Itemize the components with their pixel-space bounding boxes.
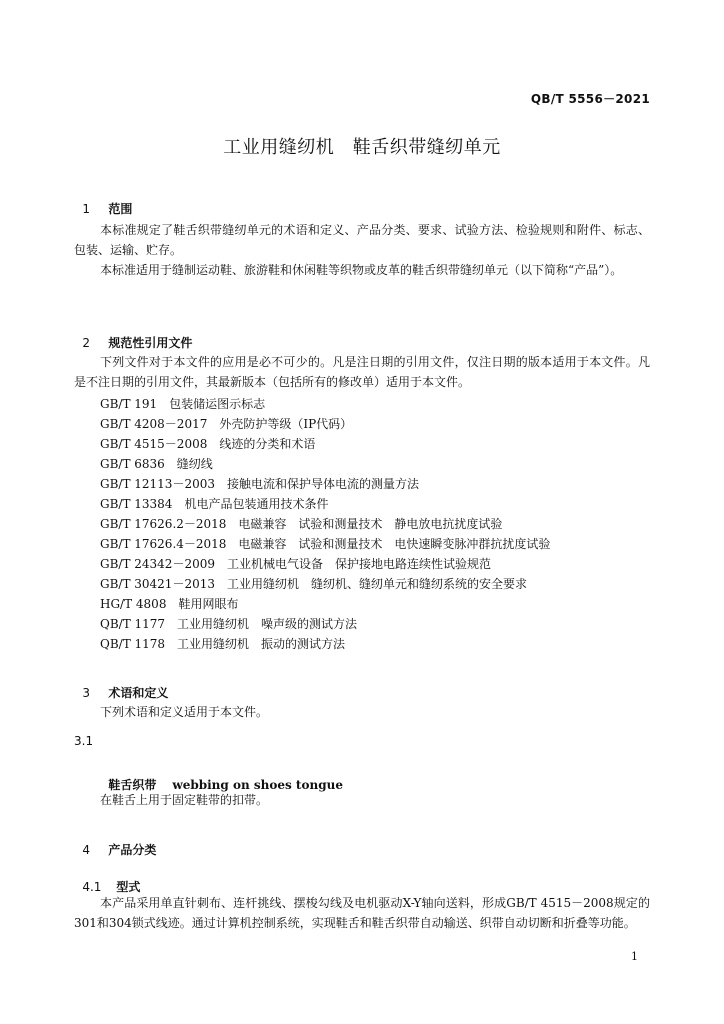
section-number: 2 — [82, 336, 90, 350]
section-3-paragraph-1: 下列术语和定义适用于本文件。 — [100, 705, 269, 719]
reference-item: QB/T 1177 工业用缝纫机 噪声级的测试方法 — [100, 617, 358, 631]
subsection-number: 4.1 — [82, 880, 102, 894]
subsection-title: 型式 — [116, 880, 141, 894]
reference-item: GB/T 17626.4－2018 电磁兼容 试验和测量技术 电快速瞬变脉冲群抗扰度试验 — [100, 537, 551, 551]
term-chinese: 鞋舌织带 — [108, 778, 157, 792]
section-1-paragraph-2: 本标准适用于缝制运动鞋、旅游鞋和休闲鞋等织物或皮革的鞋舌织带缝纫单元（以下简称“产品”）。 — [100, 263, 623, 277]
reference-item: GB/T 4515－2008 线迹的分类和术语 — [100, 437, 316, 451]
section-1-heading — [74, 186, 132, 217]
section-3-heading — [74, 670, 168, 701]
section-title: 规范性引用文件 — [108, 336, 193, 350]
section-2-paragraph-1: 下列文件对于本文件的应用是必不可少的。凡是注日期的引用文件，仅注日期的版本适用于本文件。凡是不注日期的引用文件，其最新版本（包括所有的修改单）适用于本文件。 — [74, 355, 650, 389]
section-title: 范围 — [108, 202, 133, 216]
document-title: 工业用缝纫机 鞋舌织带缝纫单元 — [223, 137, 501, 158]
section-4-1-paragraph: 本产品采用单直针刺布、连杆挑线、摆梭勾线及电机驱动X-Y轴向送料，形成GB/T 4515－2008规定的301和304锁式线迹。通过计算机控制系统，实现鞋舌和鞋舌织带自动输送、织带自动切断和折叠等功能。 — [74, 896, 650, 930]
standard-code: QB/T 5556－2021 — [530, 92, 650, 106]
reference-item: GB/T 17626.2－2018 电磁兼容 试验和测量技术 静电放电抗扰度试验 — [100, 517, 503, 531]
section-2-heading — [74, 320, 192, 351]
reference-item: HG/T 4808 鞋用网眼布 — [100, 597, 239, 611]
section-4-heading — [74, 827, 156, 858]
term-english: webbing on shoes tongue — [172, 778, 343, 792]
reference-item: GB/T 30421－2013 工业用缝纫机 缝纫机、缝纫单元和缝纫系统的安全要求 — [100, 577, 527, 591]
reference-item: GB/T 4208－2017 外壳防护等级（IP代码） — [100, 417, 353, 431]
section-title: 术语和定义 — [108, 686, 169, 700]
subsection-3-1-number: 3.1 — [74, 734, 94, 748]
reference-item: GB/T 24342－2009 工业机械电气设备 保护接地电路连续性试验规范 — [100, 557, 491, 571]
reference-item: GB/T 191 包装储运图示标志 — [100, 397, 266, 411]
section-1-paragraph-1: 本标准规定了鞋舌织带缝纫单元的术语和定义、产品分类、要求、试验方法、检验规则和附件、标志、包装、运输、贮存。 — [74, 223, 650, 257]
term-definition: 在鞋舌上用于固定鞋带的扣带。 — [100, 793, 269, 807]
section-number: 1 — [82, 202, 90, 216]
reference-item: QB/T 1178 工业用缝纫机 振动的测试方法 — [100, 637, 346, 651]
section-title: 产品分类 — [108, 843, 157, 857]
reference-item: GB/T 6836 缝纫线 — [100, 457, 213, 471]
reference-item: GB/T 12113－2003 接触电流和保护导体电流的测量方法 — [100, 477, 419, 491]
page-number: 1 — [631, 950, 638, 963]
section-number: 4 — [82, 843, 90, 857]
term-entry — [100, 762, 343, 793]
reference-item: GB/T 13384 机电产品包装通用技术条件 — [100, 497, 329, 511]
section-number: 3 — [82, 686, 90, 700]
subsection-4-1-heading — [74, 864, 140, 895]
